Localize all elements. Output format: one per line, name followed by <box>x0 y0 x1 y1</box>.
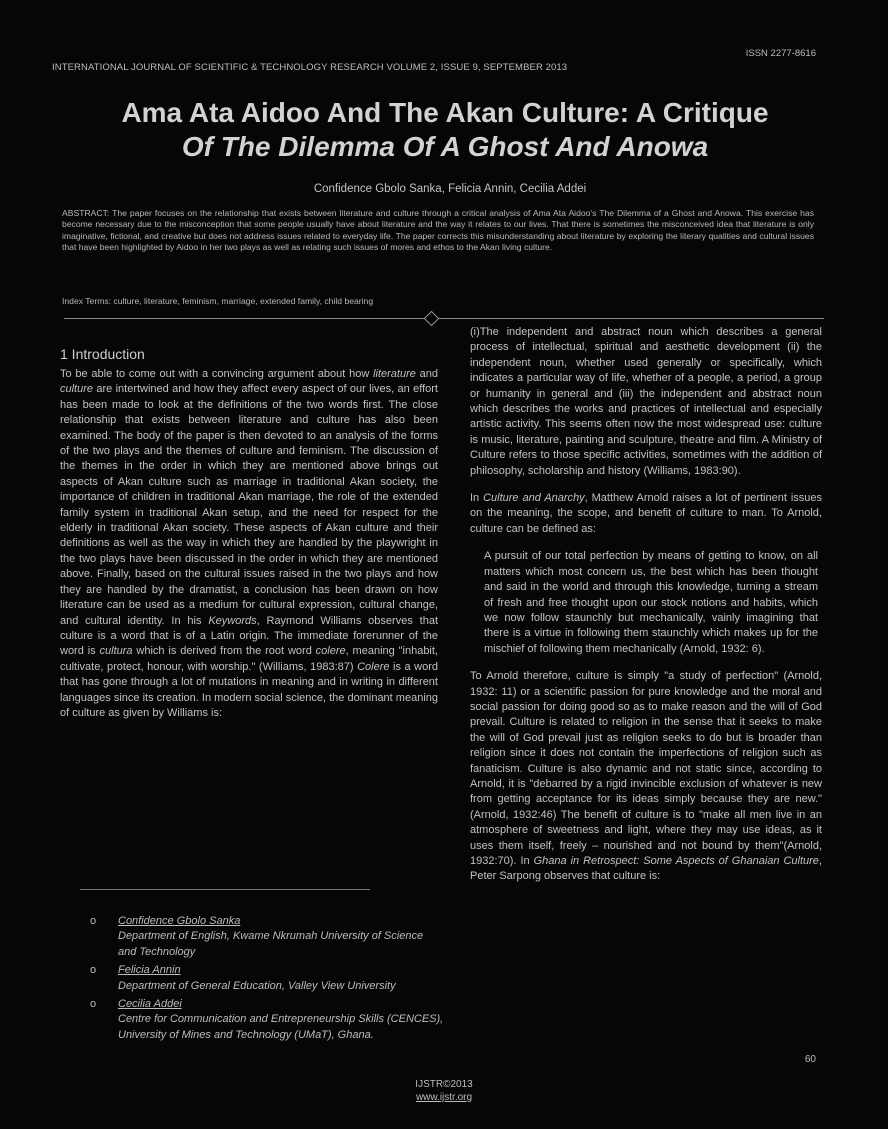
issn: ISSN 2277-8616 <box>745 48 816 59</box>
body-text: To Arnold therefore, culture is simply "a study of perfection" (Arnold, 1932: 11) or a scientific passion for pure knowledge and the moral and social passion for doing good so as to make reason and the will of God prevail. Culture is related to religion in the sense that it seeks to make the will of God prevail just as religion seeks to do but is broader than religion since it does not contain the imperfections of religion such as fanaticism. Culture is also dynamic and not static since, according to Arnold, it is "debarred by a rigid invincible exclusion of whatever is new from getting acceptance for its ideas simply because they are new." (Arnold, 1932:46) The benefit of culture is to "make all men live in an atmosphere of sweetness and light, where they may use ideas, as it uses them itself, freely – nourished and not bound by them"(Arnold, 1932:70). In <box>470 670 822 867</box>
title-line-2: Of The Dilemma Of A Ghost And Anowa <box>181 131 709 162</box>
title-line-1: Ama Ata Aidoo And The Akan Culture: A Critique <box>121 97 769 128</box>
left-column <box>60 345 438 721</box>
body-text: , Peter Sarpong observes that culture is: <box>470 855 822 883</box>
page-number: 60 <box>804 1054 816 1065</box>
footnote-author-name: Felicia Annin <box>118 964 181 977</box>
footnote-author-name: Cecilia Addei <box>118 998 182 1011</box>
intro-paragraph <box>60 367 438 721</box>
intro-text: , meaning "inhabit, cultivate, protect, honour, with worship." (Williams, 1983:87) <box>60 645 438 673</box>
abstract <box>62 208 814 254</box>
journal-header: INTERNATIONAL JOURNAL OF SCIENTIFIC & TECHNOLOGY RESEARCH VOLUME 2, ISSUE 9, SEPTEMBER 2013 <box>52 62 568 73</box>
book-title-ghana-in-retrospect: Ghana in Retrospect: Some Aspects of Ghanaian Culture <box>533 855 819 867</box>
intro-text: To be able to come out with a convincing argument about how <box>60 368 374 380</box>
intro-text: and <box>415 368 438 380</box>
footnote-item <box>84 914 444 960</box>
footnote-bullet: o <box>90 998 97 1011</box>
index-terms-text: culture, literature, feminism, marriage, extended family, child bearing <box>111 296 374 306</box>
divider-diamond-icon <box>424 311 440 327</box>
arnold-quote: A pursuit of our total perfection by means of getting to know, on all matters which most concern us, the best which has been thought and said in the world and through this knowledge, turning a stream of fresh and free thought upon our stock notions and habits, which we now follow staunchly but mechanically, vainly imagining that there is a virtue in following them staunchly which makes up for the mischief of following them mechanically (Arnold, 1932: 6). <box>484 550 818 655</box>
footnote-rule <box>80 889 370 890</box>
footnote-author-name: Confidence Gbolo Sanka <box>118 915 241 927</box>
intro-term-colere: colere <box>315 645 346 658</box>
williams-definition: (i)The independent and abstract noun which describes a general process of intellectual, spiritual and aesthetic development (ii) the independent noun, whether used generally or specifically, which indicates a particular way of life, whether of a people, a period, a group or humanity in general and (iii) the independent and abstract noun which describes the works and practices of intellectual and especially artistic activity. This seems often now the most widespread use: culture is music, literature, painting and sculpture, theatre and film. A Ministry of Culture refers to those specific activities, sometimes with the addition of philosophy, scholarship and history (Williams, 1983:90). <box>470 326 822 477</box>
intro-term-literature: literature <box>373 368 416 380</box>
paper-title <box>60 96 830 164</box>
arnold-paragraph <box>470 491 822 537</box>
section-heading: 1 Introduction <box>60 346 145 362</box>
intro-text: are intertwined and how they affect every aspect of our lives, an effort has been made to look at the definitions of the two words first. The close relationship that exists between literature and culture has also been examined. The body of the paper is then devoted to an analysis of the forms of the two plays and the themes of culture and feminism. The discussion of the themes in the order in which they are mentioned above brings out aspects of Akan culture such as marriage in traditional Akan society, the importance of children in traditional Akan marriage, the role of the extended family system in traditional Akan setup, and the need for respect for the elderly in traditional Akan society. These aspects of Akan culture and their definitions as well as the way in which they are handled by the playwright in the two plays have been discussed in the order in which they are mentioned above. Finally, based on the cultural issues raised in the two plays and how they are handled by the dramatist, a conclusion has been drawn on how literature can be used as a medium for cultural expression, cultural change, and cultural identity. In his <box>60 383 438 627</box>
footer-url-link[interactable]: www.ijstr.org <box>415 1092 473 1103</box>
intro-term-colere: Colere <box>357 660 390 673</box>
section-divider <box>64 318 824 319</box>
intro-book-keywords: Keywords <box>208 614 257 627</box>
right-column <box>470 325 822 885</box>
footnote-affiliation: Department of English, Kwame Nkrumah University of Science and Technology <box>118 930 424 958</box>
author-list: Confidence Gbolo Sanka, Felicia Annin, Cecilia Addei <box>313 183 587 195</box>
footnote-affiliation: Department of General Education, Valley View University <box>118 979 396 992</box>
arnold-discussion <box>470 669 822 885</box>
body-text: , Matthew Arnold raises a lot of pertinent issues on the meaning, the scope, and benefit of culture to man. To Arnold, culture can be defined as: <box>470 492 822 535</box>
intro-text: , Raymond Williams observes that culture is a word that is of a Latin origin. The immediate forerunner of the word is <box>60 614 438 658</box>
page-footer <box>0 1078 888 1104</box>
abstract-text: The paper focuses on the relationship that exists between literature and culture through a critical analysis of Ama Ata Aidoo's The Dilemma of a Ghost and Anowa. This exercise has become necessary due to the misconception that some people usually have about literature and the way it relates to our lives. That there is sometimes the misconceived idea that literature is only imaginative, fictional, and creative but does not address issues related to everyday life. The paper corrects this misunderstanding about literature by exploring the literary qualities and cultural issues that have been highlighted by Aidoo in her two plays as well as relating such issues of mores and ethos to the Akan living culture. <box>62 208 814 253</box>
footnote-item <box>84 997 444 1043</box>
intro-term-cultura: cultura <box>99 645 133 658</box>
footer-copyright: IJSTR©2013 <box>415 1079 473 1090</box>
footnote-item <box>84 963 444 994</box>
index-terms <box>62 296 622 306</box>
author-footnotes <box>84 914 444 1046</box>
abstract-label: ABSTRACT: <box>62 208 110 218</box>
footnote-bullet: o <box>90 964 97 977</box>
footnote-affiliation: Centre for Communication and Entrepreneurship Skills (CENCES), University of Mines and Technology (UMaT), Ghana. <box>118 1013 444 1041</box>
body-text: In <box>470 492 484 505</box>
footnote-bullet: o <box>90 915 97 927</box>
intro-text: is a word that has gone through a lot of mutations in meaning and in writing in different languages since its creation. In modern social science, the dominant meaning of culture as given by Williams is: <box>60 660 439 719</box>
intro-term-culture: culture <box>60 383 94 396</box>
book-title-culture-and-anarchy: Culture and Anarchy <box>483 492 585 505</box>
index-terms-label: Index Terms: <box>62 296 112 306</box>
intro-text: which is derived from the root word <box>132 645 316 658</box>
